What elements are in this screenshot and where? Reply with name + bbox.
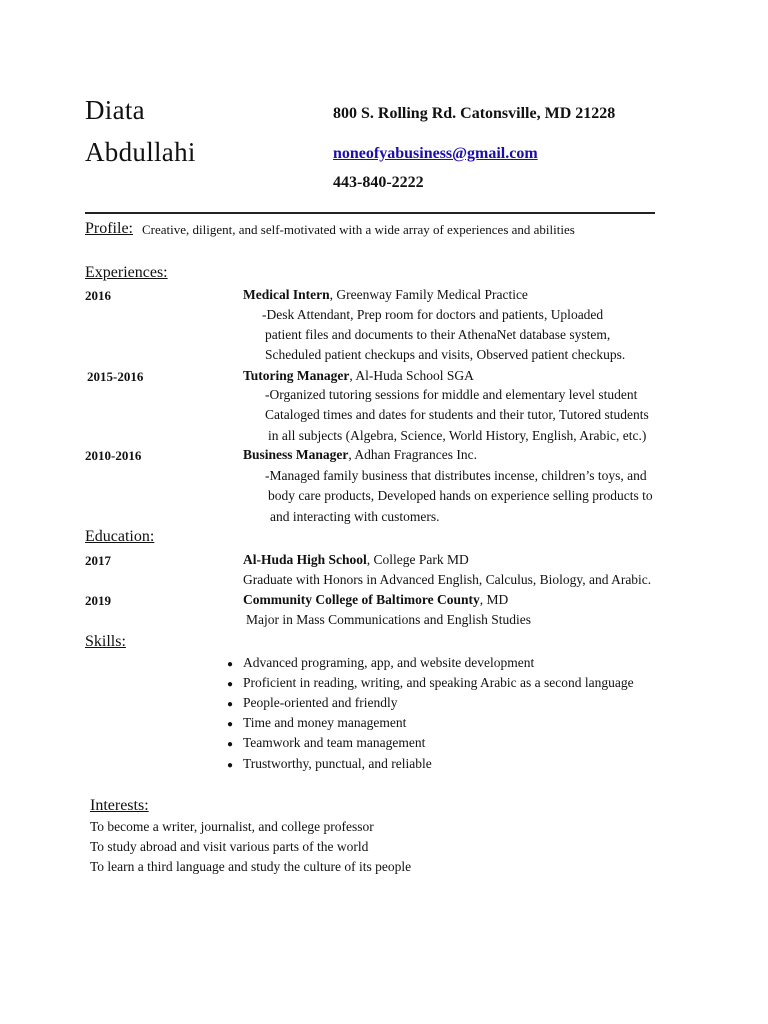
bullet-icon: ● (227, 699, 234, 710)
education-school: Al-Huda High School (243, 552, 367, 567)
bullet-icon: ● (227, 719, 234, 730)
email-link[interactable]: noneofyabusiness@gmail.com (333, 145, 538, 162)
experience-detail: Cataloged times and dates for students and their tutor, Tutored students (265, 407, 649, 422)
experience-detail: Scheduled patient checkups and visits, Observed patient checkups. (265, 347, 626, 362)
skills-heading: Skills: (85, 633, 126, 650)
experience-detail: -Managed family business that distributes incense, children’s toys, and (265, 468, 647, 483)
experience-org: , Adhan Fragrances Inc. (348, 447, 477, 462)
first-name: Diata (85, 95, 145, 125)
education-detail: Graduate with Honors in Advanced English, Calculus, Biology, and Arabic. (243, 572, 652, 587)
education-date: 2019 (85, 593, 111, 608)
interest-item: To learn a third language and study the culture of its people (90, 859, 412, 874)
experience-title-line (243, 287, 528, 303)
experience-org: , Greenway Family Medical Practice (329, 287, 528, 302)
experience-detail: patient files and documents to their AthenaNet database system, (265, 327, 611, 342)
experience-org: , Al-Huda School SGA (349, 368, 474, 383)
bullet-icon: ● (227, 760, 234, 771)
experience-title: Tutoring Manager (243, 368, 350, 383)
experience-date: 2010-2016 (85, 448, 142, 463)
experience-detail: and interacting with customers. (270, 509, 440, 524)
education-detail: Major in Mass Communications and English Studies (246, 612, 531, 627)
address: 800 S. Rolling Rd. Catonsville, MD 21228 (333, 105, 616, 122)
experience-title-line (243, 368, 474, 384)
experience-detail: in all subjects (Algebra, Science, World History, English, Arabic, etc.) (268, 428, 647, 443)
education-heading: Education: (85, 528, 155, 545)
profile-heading: Profile: (85, 220, 133, 237)
experiences-heading: Experiences: (85, 264, 168, 281)
bullet-icon: ● (227, 679, 234, 690)
experience-title: Business Manager (243, 447, 349, 462)
education-date: 2017 (85, 553, 111, 568)
experience-date: 2015-2016 (87, 369, 144, 384)
experience-detail: -Desk Attendant, Prep room for doctors and patients, Uploaded (262, 307, 604, 322)
bullet-icon: ● (227, 739, 234, 750)
experience-date: 2016 (85, 288, 111, 303)
skill-item: People-oriented and friendly (243, 695, 398, 710)
skill-item: Trustworthy, punctual, and reliable (243, 756, 432, 771)
interest-item: To study abroad and visit various parts of the world (90, 839, 369, 854)
experience-title-line (243, 447, 477, 463)
profile-text: Creative, diligent, and self-motivated with a wide array of experiences and abilities (142, 222, 575, 237)
experience-title: Medical Intern (243, 287, 330, 302)
skill-item: Teamwork and team management (243, 735, 426, 750)
education-title-line (243, 552, 469, 568)
education-location: , College Park MD (366, 552, 469, 567)
education-school: Community College of Baltimore County (243, 592, 480, 607)
interest-item: To become a writer, journalist, and college professor (90, 819, 374, 834)
skill-item: Proficient in reading, writing, and speaking Arabic as a second language (243, 675, 634, 690)
interests-heading: Interests: (90, 797, 149, 814)
education-title-line (243, 592, 508, 608)
skill-item: Time and money management (243, 715, 407, 730)
education-location: , MD (479, 592, 509, 607)
skill-item: Advanced programing, app, and website development (243, 655, 535, 670)
last-name: Abdullahi (85, 137, 196, 167)
experience-detail: body care products, Developed hands on experience selling products to (268, 488, 653, 503)
phone: 443-840-2222 (333, 174, 424, 191)
experience-detail: -Organized tutoring sessions for middle and elementary level student (265, 387, 638, 402)
bullet-icon: ● (227, 659, 234, 670)
header-divider (85, 212, 655, 214)
